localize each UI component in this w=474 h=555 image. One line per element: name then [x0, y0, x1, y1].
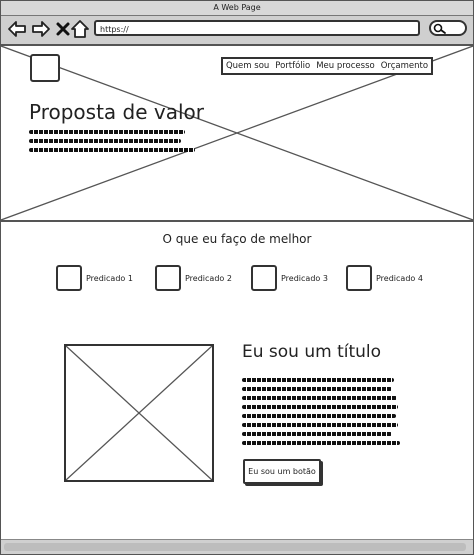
forward-arrow-icon[interactable]: [31, 19, 51, 39]
service-item: [346, 264, 423, 292]
back-arrow-icon[interactable]: [7, 19, 27, 39]
window-title: A Web Page: [1, 1, 473, 16]
nav-item-quem-sou[interactable]: Quem sou: [225, 61, 270, 71]
url-input[interactable]: https://: [94, 20, 420, 36]
hero-section: [1, 46, 473, 222]
service-label: Predicado 3: [281, 273, 328, 283]
service-icon-placeholder: [251, 265, 277, 291]
search-icon: [433, 23, 447, 35]
browser-search-field[interactable]: [429, 20, 467, 36]
browser-toolbar: [1, 16, 473, 46]
services-heading: O que eu faço de melhor: [162, 232, 312, 246]
service-icon-placeholder: [155, 265, 181, 291]
nav-item-orcamento[interactable]: Orçamento: [380, 61, 429, 71]
horizontal-scrollbar[interactable]: [1, 539, 473, 554]
nav-item-portfolio[interactable]: Portfólio: [275, 61, 311, 71]
service-icon-placeholder: [56, 265, 82, 291]
service-label: Predicado 2: [185, 273, 232, 283]
service-label: Predicado 1: [86, 273, 133, 283]
feature-cta-button[interactable]: Eu sou um botão: [243, 459, 321, 484]
feature-text-placeholder: [242, 378, 402, 450]
service-item: [56, 264, 133, 292]
feature-title: Eu sou um título: [242, 342, 382, 362]
logo-placeholder[interactable]: [30, 54, 60, 82]
service-icon-placeholder: [346, 265, 372, 291]
main-nav: [221, 57, 433, 75]
nav-item-meu-processo[interactable]: Meu processo: [316, 61, 375, 71]
scrollbar-thumb[interactable]: [4, 543, 466, 551]
image-placeholder-icon: [66, 346, 212, 480]
service-label: Predicado 4: [376, 273, 423, 283]
hero-title: Proposta de valor: [29, 100, 204, 124]
service-item: [251, 264, 328, 292]
service-item: [155, 264, 232, 292]
home-icon[interactable]: [70, 19, 90, 39]
hero-text-placeholder: [29, 130, 195, 157]
feature-image-placeholder: [64, 344, 214, 482]
